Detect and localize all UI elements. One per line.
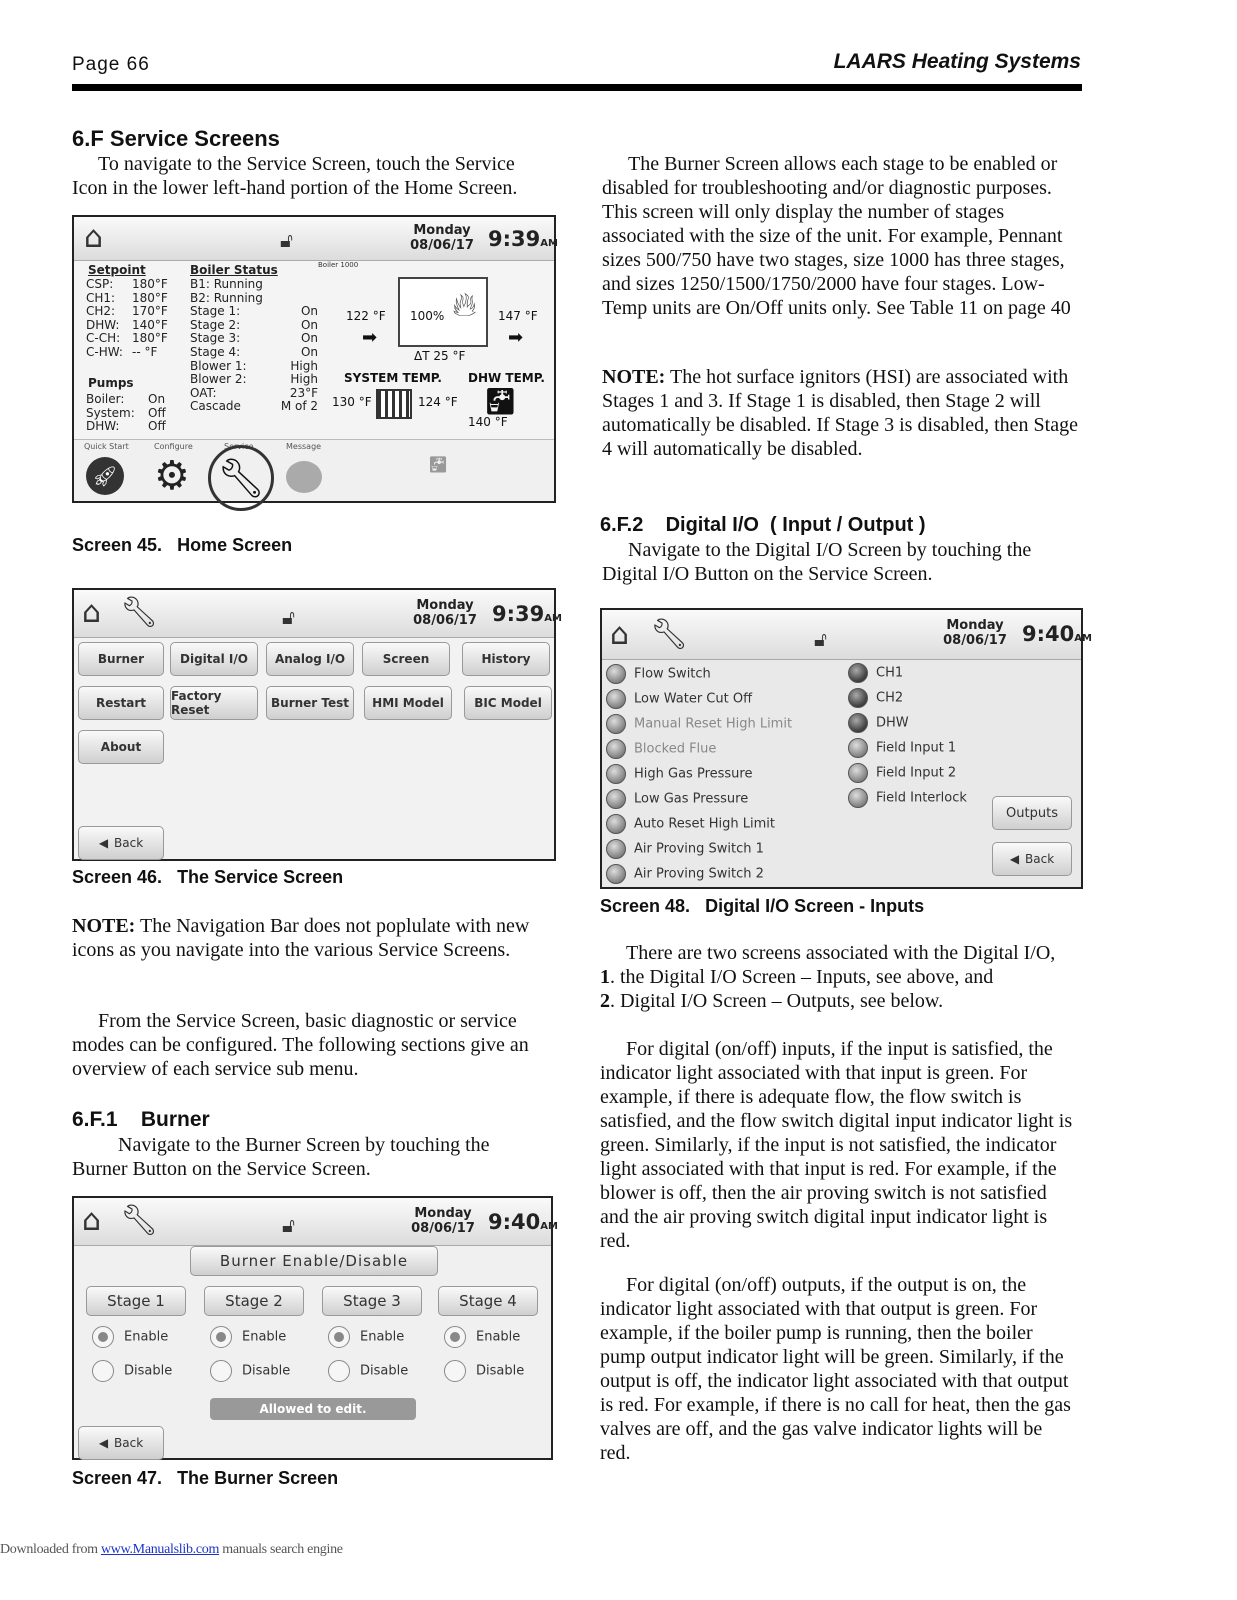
input-low-water-cut-off: Low Water Cut Off — [606, 689, 752, 709]
input-auto-reset-high-limit: Auto Reset High Limit — [606, 814, 775, 834]
note-navigation-bar — [72, 914, 538, 962]
system-out-temp: 124 °F — [418, 395, 458, 409]
header-rule — [72, 84, 1082, 91]
lock-icon: 🔓︎ — [280, 228, 293, 252]
indicator-light-icon — [848, 663, 868, 683]
stage-4-disable[interactable]: Disable — [444, 1360, 524, 1382]
input-high-gas-pressure: High Gas Pressure — [606, 764, 752, 784]
lock-icon: 🔓︎ — [282, 1213, 295, 1237]
footer-suffix: manuals search engine — [219, 1542, 343, 1557]
indicator-light-icon — [606, 664, 626, 684]
radiator-icon — [376, 389, 412, 419]
screen-button[interactable]: Screen — [362, 642, 450, 676]
brand-name: LAARS Heating Systems — [833, 50, 1081, 73]
caption-screen-45: Screen 45. Home Screen — [72, 535, 293, 555]
radio-off-icon — [210, 1360, 232, 1382]
list-num-2: 2 — [600, 990, 610, 1012]
indicator-light-icon — [606, 714, 626, 734]
para-two-screens: There are two screens associated with the Digital I/O, — [626, 942, 1056, 964]
radio-on-icon — [328, 1326, 350, 1348]
home-icon: ⌂ — [82, 1203, 102, 1238]
section-title-6f1: 6.F.1 Burner — [72, 1108, 210, 1131]
note-label: NOTE: — [602, 366, 666, 388]
nav-quick-start-label: Quick Start — [84, 442, 129, 451]
input-air-proving-switch-1: Air Proving Switch 1 — [606, 839, 764, 859]
dio-date: 08/06/17 — [943, 633, 1007, 648]
digital-io-screen-image — [600, 608, 1092, 889]
section-title-6f2: 6.F.2 Digital I/O ( Input / Output ) — [600, 514, 926, 536]
home-time: 9:39AM — [488, 227, 558, 251]
note-text: The hot surface ignitors (HSI) are associated with Stages 1 and 3. If Stage 1 is disabled, then Stage 2 will automatically be disabled. If Stage 3 is disabled, then Stage 4 will automatically be disabled. — [602, 366, 1078, 460]
back-arrow-icon: ◀ — [98, 1436, 109, 1450]
service-time: 9:39AM — [492, 602, 562, 626]
service-day: Monday — [416, 598, 474, 613]
status-values: On On On On High High 23°F M of 2 — [280, 304, 318, 414]
back-button[interactable]: ◀ Back — [992, 842, 1072, 876]
input-manual-reset-high-limit: Manual Reset High Limit — [606, 714, 792, 734]
setpoint-values: 180°F 180°F 170°F 140°F 180°F -- °F — [132, 277, 168, 359]
para-burner-screen: The Burner Screen allows each stage to be enabled or disabled for troubleshooting and/or diagnostic purposes. This screen will only display the number of stages associated with the size of the unit. For example, Pennant sizes 500/750 have two stages, size 1000 has three stages, and sizes 1250/1500/1750/2000 have four stages. Low-Temp units are On/Off units only. See Table 11 on page 40 — [602, 153, 1071, 319]
service-date: 08/06/17 — [413, 613, 477, 628]
list-text-1: . the Digital I/O Screen – Inputs, see above, and — [610, 966, 994, 988]
model-label: Boiler 1000 — [318, 261, 359, 269]
setpoint-title: Setpoint — [88, 263, 146, 277]
faucet-icon: 🚰︎ — [484, 387, 518, 417]
input-field-input-1: Field Input 1 — [848, 738, 956, 758]
note-hsi — [602, 365, 1078, 461]
stage-3-label: Stage 3 — [322, 1286, 422, 1316]
indicator-light-icon — [606, 814, 626, 834]
lock-icon: 🔓︎ — [814, 627, 827, 651]
burner-time: 9:40AM — [488, 1210, 558, 1234]
caption-screen-46: Screen 46. The Service Screen — [72, 867, 344, 887]
burner-screen-image — [72, 1196, 558, 1460]
flame-icon: 🔥︎ — [452, 285, 477, 325]
caption-screen-48: Screen 48. Digital I/O Screen - Inputs — [600, 896, 925, 916]
input-blocked-flue: Blocked Flue — [606, 739, 716, 759]
fire-rate: 100% — [410, 309, 445, 323]
message-icon[interactable] — [286, 461, 322, 493]
burner-test-button[interactable]: Burner Test — [266, 686, 354, 720]
faucet-small-icon: 🚰︎ — [428, 455, 449, 474]
stage-1-enable[interactable]: Enable — [92, 1326, 168, 1348]
outputs-button[interactable]: Outputs — [992, 796, 1072, 830]
service-screen-image — [72, 588, 562, 861]
manualslib-link[interactable]: www.Manualslib.com — [100, 1542, 220, 1557]
analog-io-button[interactable]: Analog I/O — [266, 642, 354, 676]
input-dhw: DHW — [848, 713, 909, 733]
outlet-temp: 147 °F — [498, 309, 538, 323]
indicator-light-icon — [606, 689, 626, 709]
restart-button[interactable]: Restart — [78, 686, 164, 720]
home-icon: ⌂ — [610, 617, 630, 652]
stage-4-label: Stage 4 — [438, 1286, 538, 1316]
input-field-interlock: Field Interlock — [848, 788, 967, 808]
stage-1-disable[interactable]: Disable — [92, 1360, 172, 1382]
stage-2-label: Stage 2 — [204, 1286, 304, 1316]
stage-2-enable[interactable]: Enable — [210, 1326, 286, 1348]
indicator-light-icon — [848, 713, 868, 733]
factory-reset-button[interactable]: Factory Reset — [170, 686, 258, 720]
indicator-light-icon — [848, 688, 868, 708]
list-text-2: . Digital I/O Screen – Outputs, see below. — [610, 990, 944, 1012]
list-num-1: 1 — [600, 966, 610, 988]
para-service-modes: From the Service Screen, basic diagnostic or service modes can be configured. The following sections give an overview of each service sub menu. — [72, 1010, 529, 1080]
system-temp-label: SYSTEM TEMP. — [344, 371, 442, 385]
wrench-icon: 🔧︎ — [650, 617, 689, 652]
burner-day: Monday — [414, 1206, 472, 1221]
home-screen-image — [72, 215, 556, 503]
input-field-input-2: Field Input 2 — [848, 763, 956, 783]
service-icon[interactable]: 🔧︎ — [208, 445, 274, 511]
indicator-light-icon — [606, 839, 626, 859]
about-button[interactable]: About — [78, 730, 164, 764]
quick-start-icon[interactable]: 🚀︎ — [86, 457, 124, 495]
dio-time: 9:40AM — [1022, 622, 1092, 646]
arrow-out-icon: ➡ — [508, 327, 524, 348]
wrench-icon: 🔧︎ — [120, 595, 159, 630]
back-arrow-icon: ◀ — [98, 836, 109, 850]
indicator-light-icon — [848, 763, 868, 783]
dio-day: Monday — [946, 618, 1004, 633]
radio-off-icon — [444, 1360, 466, 1382]
dhw-temp-value: 140 °F — [468, 415, 508, 429]
indicator-light-icon — [606, 789, 626, 809]
input-air-proving-switch-2: Air Proving Switch 2 — [606, 864, 764, 884]
delta-t: ΔT 25 °F — [414, 349, 466, 363]
hmi-model-button[interactable]: HMI Model — [364, 686, 452, 720]
list-item-2 — [600, 989, 943, 1013]
indicator-light-icon — [606, 864, 626, 884]
list-item-1 — [600, 965, 993, 989]
edit-status-bar: Allowed to edit. — [210, 1398, 416, 1420]
home-day: Monday — [413, 223, 471, 238]
pumps-labels: Boiler: System: DHW: — [86, 392, 135, 434]
stage-1-label: Stage 1 — [86, 1286, 186, 1316]
caption-screen-47: Screen 47. The Burner Screen — [72, 1468, 339, 1488]
burner-date: 08/06/17 — [411, 1221, 475, 1236]
home-icon: ⌂ — [84, 220, 104, 255]
section-intro-6f1: Navigate to the Burner Screen by touching the Burner Button on the Service Screen. — [72, 1134, 490, 1180]
status-title: Boiler Status — [190, 263, 278, 277]
burner-title: Burner Enable/Disable — [190, 1246, 438, 1276]
indicator-light-icon — [848, 788, 868, 808]
back-button[interactable]: ◀ Back — [78, 826, 164, 860]
inlet-temp: 122 °F — [346, 309, 386, 323]
nav-service-label: Service — [224, 442, 254, 451]
radio-on-icon — [92, 1326, 114, 1348]
system-in-temp: 130 °F — [332, 395, 372, 409]
history-button[interactable]: History — [462, 642, 550, 676]
status-labels: B1: Running B2: Running Stage 1: Stage 2: Stage 3: Stage 4: Blower 1: Blower 2: OAT: Cascade — [190, 277, 263, 414]
dhw-temp-label: DHW TEMP. — [468, 371, 545, 385]
note-label: NOTE: — [72, 915, 136, 937]
stage-3-disable[interactable]: Disable — [328, 1360, 408, 1382]
stage-3-enable[interactable]: Enable — [328, 1326, 404, 1348]
burner-button[interactable]: Burner — [78, 642, 164, 676]
lock-icon: 🔓︎ — [282, 605, 295, 629]
digital-io-button[interactable]: Digital I/O — [170, 642, 258, 676]
nav-message-label: Message — [286, 442, 322, 451]
indicator-light-icon — [848, 738, 868, 758]
radio-off-icon — [328, 1360, 350, 1382]
configure-icon[interactable]: ⚙ — [154, 453, 190, 499]
indicator-light-icon — [606, 764, 626, 784]
wrench-icon: 🔧︎ — [120, 1203, 159, 1238]
arrow-in-icon: ➡ — [362, 327, 378, 348]
stage-2-disable[interactable]: Disable — [210, 1360, 290, 1382]
home-icon: ⌂ — [82, 595, 102, 630]
back-arrow-icon: ◀ — [1009, 852, 1020, 866]
pumps-values: On Off Off — [148, 392, 166, 434]
footer — [0, 1542, 343, 1558]
para-digital-inputs: For digital (on/off) inputs, if the input is satisfied, the indicator light associated with that input is green. For example, if there is adequate flow, the flow switch is satisfied, and the flow switch digital input indicator light is green. Similarly, if the input is not satisfied, the indicator light associated with that input is red. For example, if the blower is off, then the air proving switch is not satisfied and the air proving switch digital input indicator light is red. — [600, 1038, 1073, 1252]
section-intro-6f2: Navigate to the Digital I/O Screen by touching the Digital I/O Button on the Service Screen. — [602, 539, 1032, 585]
note-text: The Navigation Bar does not poplulate with new icons as you navigate into the various Service Screens. — [72, 915, 530, 961]
input-flow-switch: Flow Switch — [606, 664, 711, 684]
input-low-gas-pressure: Low Gas Pressure — [606, 789, 748, 809]
input-ch1: CH1 — [848, 663, 903, 683]
radio-off-icon — [92, 1360, 114, 1382]
footer-prefix: Downloaded from — [0, 1542, 101, 1557]
nav-configure-label: Configure — [154, 442, 193, 451]
para-digital-outputs: For digital (on/off) outputs, if the output is on, the indicator light associated with that output is green. For example, if the boiler pump is running, then the boiler pump output indicator light will be green. Similarly, if the output is off, the indicator light associated with that output is red. For example, if there is no call for heat, then the gas valves are off, and the gas valve indicator lights will be red. — [600, 1274, 1071, 1464]
pumps-title: Pumps — [88, 376, 134, 390]
input-ch2: CH2 — [848, 688, 903, 708]
setpoint-labels: CSP: CH1: CH2: DHW: C-CH: C-HW: — [86, 277, 123, 359]
stage-4-enable[interactable]: Enable — [444, 1326, 520, 1348]
radio-on-icon — [444, 1326, 466, 1348]
bic-model-button[interactable]: BIC Model — [464, 686, 552, 720]
home-date: 08/06/17 — [410, 238, 474, 253]
indicator-light-icon — [606, 739, 626, 759]
section-title-6f: 6.F Service Screens — [72, 126, 280, 151]
page-number: Page 66 — [72, 54, 150, 75]
back-button[interactable]: ◀ Back — [78, 1426, 164, 1460]
radio-on-icon — [210, 1326, 232, 1348]
section-intro-6f: To navigate to the Service Screen, touch the Service Icon in the lower left-hand portion of the Home Screen. — [72, 153, 518, 199]
